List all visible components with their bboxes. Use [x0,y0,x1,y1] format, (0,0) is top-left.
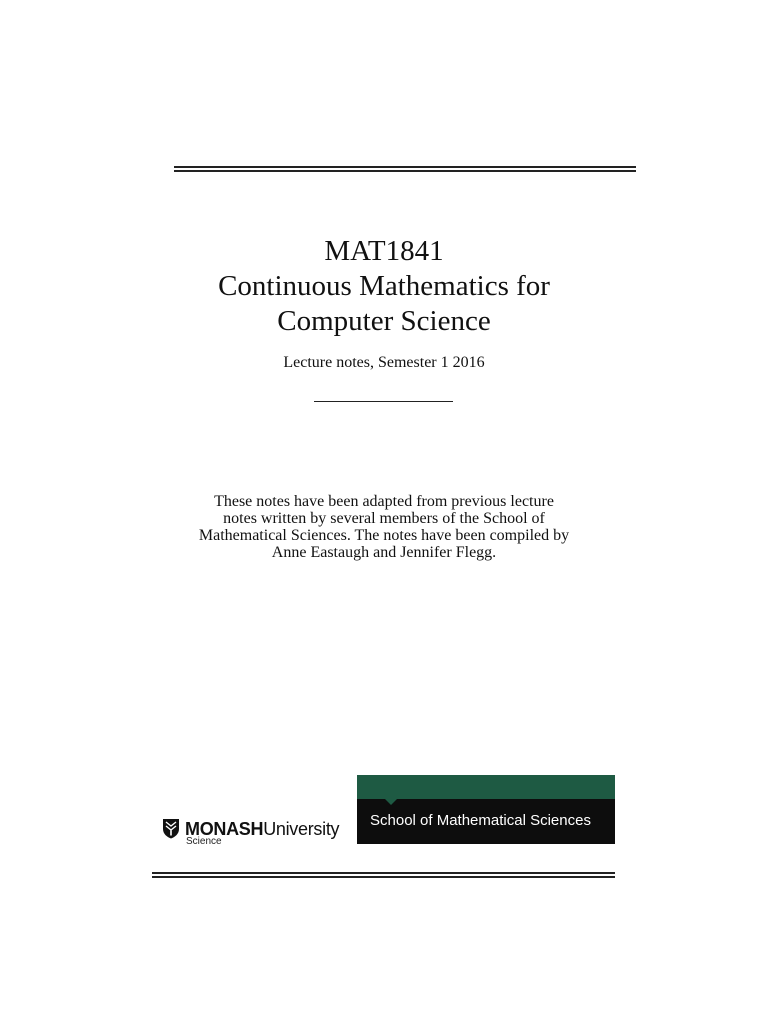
banner-notch [385,799,397,805]
document-title [0,234,768,339]
monash-name: MONASH [185,819,264,839]
course-title-line-1: Continuous Mathematics for [218,270,550,302]
notes-line: Anne Eastaugh and Jennifer Flegg. [271,544,497,561]
top-double-rule [174,166,636,172]
monash-university-logo [160,814,350,852]
subtitle: Lecture notes, Semester 1 2016 [283,354,485,371]
school-name: School of Mathematical Sciences [370,812,591,829]
course-title-line-2: Computer Science [277,305,491,337]
school-banner [357,775,615,844]
banner-green-band [357,775,615,799]
university-word: University [263,819,340,839]
monash-crest-icon [162,818,180,839]
notes-line: These notes have been adapted from previous lecture [214,493,554,510]
short-divider [314,401,453,402]
notes-paragraph [0,493,768,561]
notes-line: notes written by several members of the School of [223,510,545,527]
bottom-double-rule [152,872,615,878]
notes-line: Mathematical Sciences. The notes have been compiled by [198,527,570,544]
course-code: MAT1841 [324,235,444,267]
faculty-label: Science [186,836,222,847]
